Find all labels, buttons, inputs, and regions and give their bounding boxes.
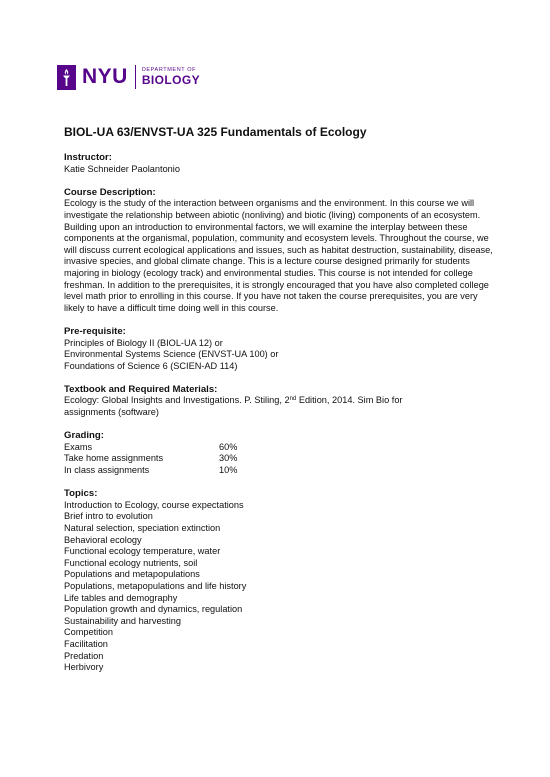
topic-item: Natural selection, speciation extinction [64, 523, 221, 533]
description-section [64, 187, 494, 315]
topic-item: Populations, metapopulations and life history [64, 580, 247, 591]
grading-row [64, 442, 494, 454]
grading-label: In class assignments [64, 465, 150, 476]
instructor-section [64, 152, 494, 175]
grading-row [64, 465, 494, 477]
course-title: BIOL-UA 63/ENVST-UA 325 Fundamentals of Ecology [64, 125, 367, 139]
grading-value: 30% [219, 453, 238, 464]
department-label: DEPARTMENT OF [141, 67, 197, 73]
textbook-heading: Textbook and Required Materials: [64, 383, 218, 395]
topic-item: Herbivory [64, 662, 104, 673]
topic-item: Facilitation [64, 638, 108, 649]
topics-section [64, 488, 494, 674]
textbook-line [64, 395, 494, 407]
grading-heading: Grading: [64, 430, 104, 442]
nyu-biology-logo [57, 64, 200, 90]
instructor-heading: Instructor: [64, 152, 112, 163]
grading-label: Exams [64, 441, 93, 452]
department-title: BIOLOGY [141, 73, 200, 87]
grading-value: 60% [219, 441, 238, 452]
topic-item: Behavioral ecology [64, 534, 142, 545]
topic-item: Introduction to Ecology, course expectations [64, 499, 244, 510]
topic-item: Life tables and demography [64, 592, 178, 603]
topic-item: Sustainability and harvesting [64, 615, 181, 626]
logo-divider [135, 65, 136, 89]
prerequisite-item: Principles of Biology II (BIOL-UA 12) or [64, 337, 223, 348]
topic-item: Predation [64, 650, 104, 661]
topic-item: Functional ecology nutrients, soil [64, 557, 198, 568]
prerequisite-heading: Pre-requisite: [64, 325, 126, 337]
textbook-section [64, 384, 494, 419]
nyu-wordmark: NYU [82, 65, 128, 88]
topic-item: Populations and metapopulations [64, 569, 200, 580]
topics-heading: Topics: [64, 488, 98, 500]
nyu-torch-icon [57, 65, 76, 90]
grading-value: 10% [219, 465, 238, 476]
topic-item: Population growth and dynamics, regulation [64, 604, 243, 615]
prerequisite-item: Environmental Systems Science (ENVST-UA 100) or [64, 349, 279, 360]
prerequisite-section [64, 326, 494, 372]
grading-section [64, 430, 494, 476]
description-heading: Course Description: [64, 186, 156, 198]
instructor-name: Katie Schneider Paolantonio [64, 163, 180, 174]
textbook-text: Edition, 2014. Sim Bio for [296, 395, 403, 406]
grading-row [64, 453, 494, 465]
textbook-line: assignments (software) [64, 407, 159, 418]
description-text: Ecology is the study of the interaction between organisms and the environment. In this course we will investigate the relationship between abiotic (nonliving) and biotic (living) components of an ecosystem. Building upon an introduction to environmental factors, we will examine the interplay between these components at the organismal, population, community and ecosystem levels. Throughout the course, we will discuss current ecological applications and issues, such as habitat destruction, sustainability, disease, invasive species, and global climate change. This is a lecture course designed primarily for students majoring in biology (ecology track) and environmental studies. This course is not intended for college freshman. In addition to the prerequisites, it is strongly encouraged that you have also completed college level math prior to enrolling in this course. If you have not taken the course prerequisites, you are very likely to have a difficult time doing well in this course. [64, 198, 493, 313]
topic-item: Competition [64, 627, 114, 638]
topic-item: Functional ecology temperature, water [64, 546, 221, 557]
textbook-text: Ecology: Global Insights and Investigations. P. Stiling, 2 [64, 395, 290, 406]
department-name [142, 67, 200, 87]
topic-item: Brief intro to evolution [64, 511, 153, 522]
edition-superscript: nd [289, 396, 297, 403]
prerequisite-item: Foundations of Science 6 (SCIEN-AD 114) [64, 360, 238, 371]
syllabus-content [64, 125, 494, 685]
grading-label: Take home assignments [64, 453, 164, 464]
